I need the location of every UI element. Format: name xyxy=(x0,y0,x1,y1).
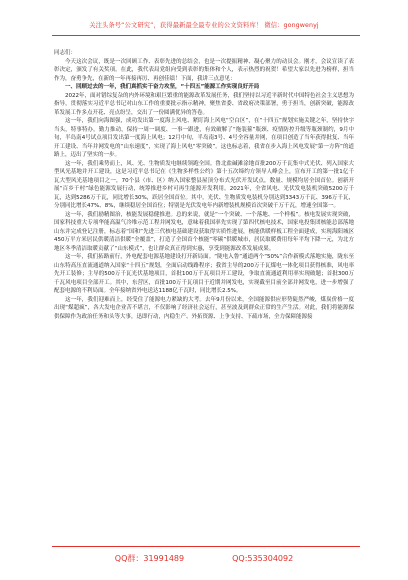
footer-qq-contact: QQ:535304092 xyxy=(232,554,294,563)
paragraph-renewables: 这一年，我们乘势而上，风、光、生物质发电继续领跑全国。鲁北盐碱滩涂地首批200万千瓦集中式光伏、列入国家大型风光基地并开工建设，这是习近平总书记在《生物多样性公约》第十五次缔约方领导人峰会上，宣布开工的第一批1亿千瓦大型风光基地项目之一，70个县（市、区）纳入国家整县屋顶分布式光伏开发试点，数量、规模均居全国首位。创新开展“百乡千村”绿色能源发展行动，统筹推进乡村可再生能源开发利用。2021年，全省风电、光伏发电装机突破5200万千瓦，达到5286万千瓦，同比增长30%，跃居全国首位。其中，光伏、生物质发电装机分别达到3343万千瓦、396万千瓦，分别同比增长47%、8%，继续稳居全国首位；特别是光伏发电年内新增装机规模首次突破千万千瓦，增速全国第一。 xyxy=(54,160,354,209)
paragraph-external-power: 这一年，我们拓路前行，外电配套电源基地建设打开新局面。“陇电入鲁”通道两个“50%”合作新模式落地实施，陇东至山东特高压直流通道纳入国家“十四五”规划，全面启动线路程序；我省主导的200万千瓦煤电一体化项目获得核准，风电率先开工装修；主导的500万千瓦光伏基地项目，首批100万千瓦项目开工建设，争取直流通道利用率实现破题；首批300万千瓦风电项目全部开工。其中，东营区，首批100万千瓦项目于近期并网发电，实现截至目前全部并网发电，进一步增强了配套电源的不利局面。全年接纳省外电送达1188亿千瓦时，同比增长2.5%。 xyxy=(54,254,354,294)
section-heading: 一、回顾过去的一年，我们真抓实干奋力攻坚，“十四五”能源工作实现良好开局 xyxy=(65,84,260,90)
paragraph-energy-supply: 这一年，我们迎难而上，经受住了能源电力紧缺的大考。去年9月份以来，全国能源供应形势陡然严峻，煤炭价格一度出现“煤超疯”，各大发电企业苦不堪言，不仅影响了经济社会运行，甚至波及到群众正常的生产生活。对此，我们将能源保供保障作为政治任务和头等大事，迅即行动，内稳生产、外拓资源、上争支持、下疏市场，全力保障能源接 xyxy=(54,296,354,320)
greeting: 同志们： xyxy=(54,50,77,56)
page-footer xyxy=(0,553,408,564)
footer-qq-group: QQ群：31991489 xyxy=(114,554,185,563)
header-divider xyxy=(52,35,360,36)
paragraph-intro: 今天这次会议，既是一次回顾工作、表彰先进的总结会，也是一次提振精神、凝心聚力的动员会。刚才，会议宣读了表彰决定，颁发了有关奖项。在此，我代表局党组向受到表彰的集体和个人，表示热烈的祝贺！希望大家以先进为榜样，担当作为，奋勇争先，在新的一年再接再厉、再创佳绩！下面，我讲三点意见： xyxy=(54,58,354,82)
document-body xyxy=(54,49,354,321)
paragraph-nuclear: 这一年，我们励精图治，核能发展稳健推进。总的来说，就是“一个突破、一个落地、一个样板”。核电发展实现突破，国家科技重大专项华能高温气冷堆示范工程并网发电，意味着我国率先实现了第四代核电技术，国家电投集团核能总部落地山东并完成登记注册，标志着“国和”先进三代核电基础建设获取得实质性进展，核能供暖样板工程全面建成，实现海阳城区450万平方米居民供暖清洁供暖“全覆盖”，打造了全国首个核能“零碳”供暖城市，居民取暖费用每年平均下降一元，为北方地区冬季清洁取暖贡献了“山东模式”，也让群众真正得到实惠，享受到能源改革发展成果。 xyxy=(54,211,354,252)
footer-divider xyxy=(52,546,360,547)
paragraph-offshore-wind: 这一年，我们向海图强，成功发出第一度海上风电、紧盯海上风电“空白区”，在“十四五”规划实施关键之年，坚持快字当头，特事特办，勤力推动，保持一周一调度、一事一跟进，有效破解了“拖装箍”瓶颈、疫情防控升级等瓶颈制约，9月中旬，半岛南4号试点项目发出第一度海上风电；12月中旬，半岛南3号、4号全容量并网，在项目创造了当年获得批复、当年开工建设、当年并网发电的“山东速度”，实现了海上风电“零突破”。这也标志着，我省在步入海上风电发展“第一方阵”的道路上，迈出了坚实的一步。 xyxy=(54,118,354,158)
page-header: 关注头条号“公文研究”，获得最新最全最专业的公文资料库！ 微信：gongwenyj xyxy=(89,22,319,29)
paragraph-overview: 2022年，面对错综复杂的内外环境和艰巨繁重的能源改革发展任务，我们坚持以习近平新时代中国特色社会主义思想为指导，贯彻落实习近平总书记对山东工作的重要批示指示精神，聚焦省委、省政府决策部署，勇于担当，创新突破，能源改革发展工作多点开花、亮点纷呈，交出了一份圆满优异的答卷。 xyxy=(54,92,355,116)
